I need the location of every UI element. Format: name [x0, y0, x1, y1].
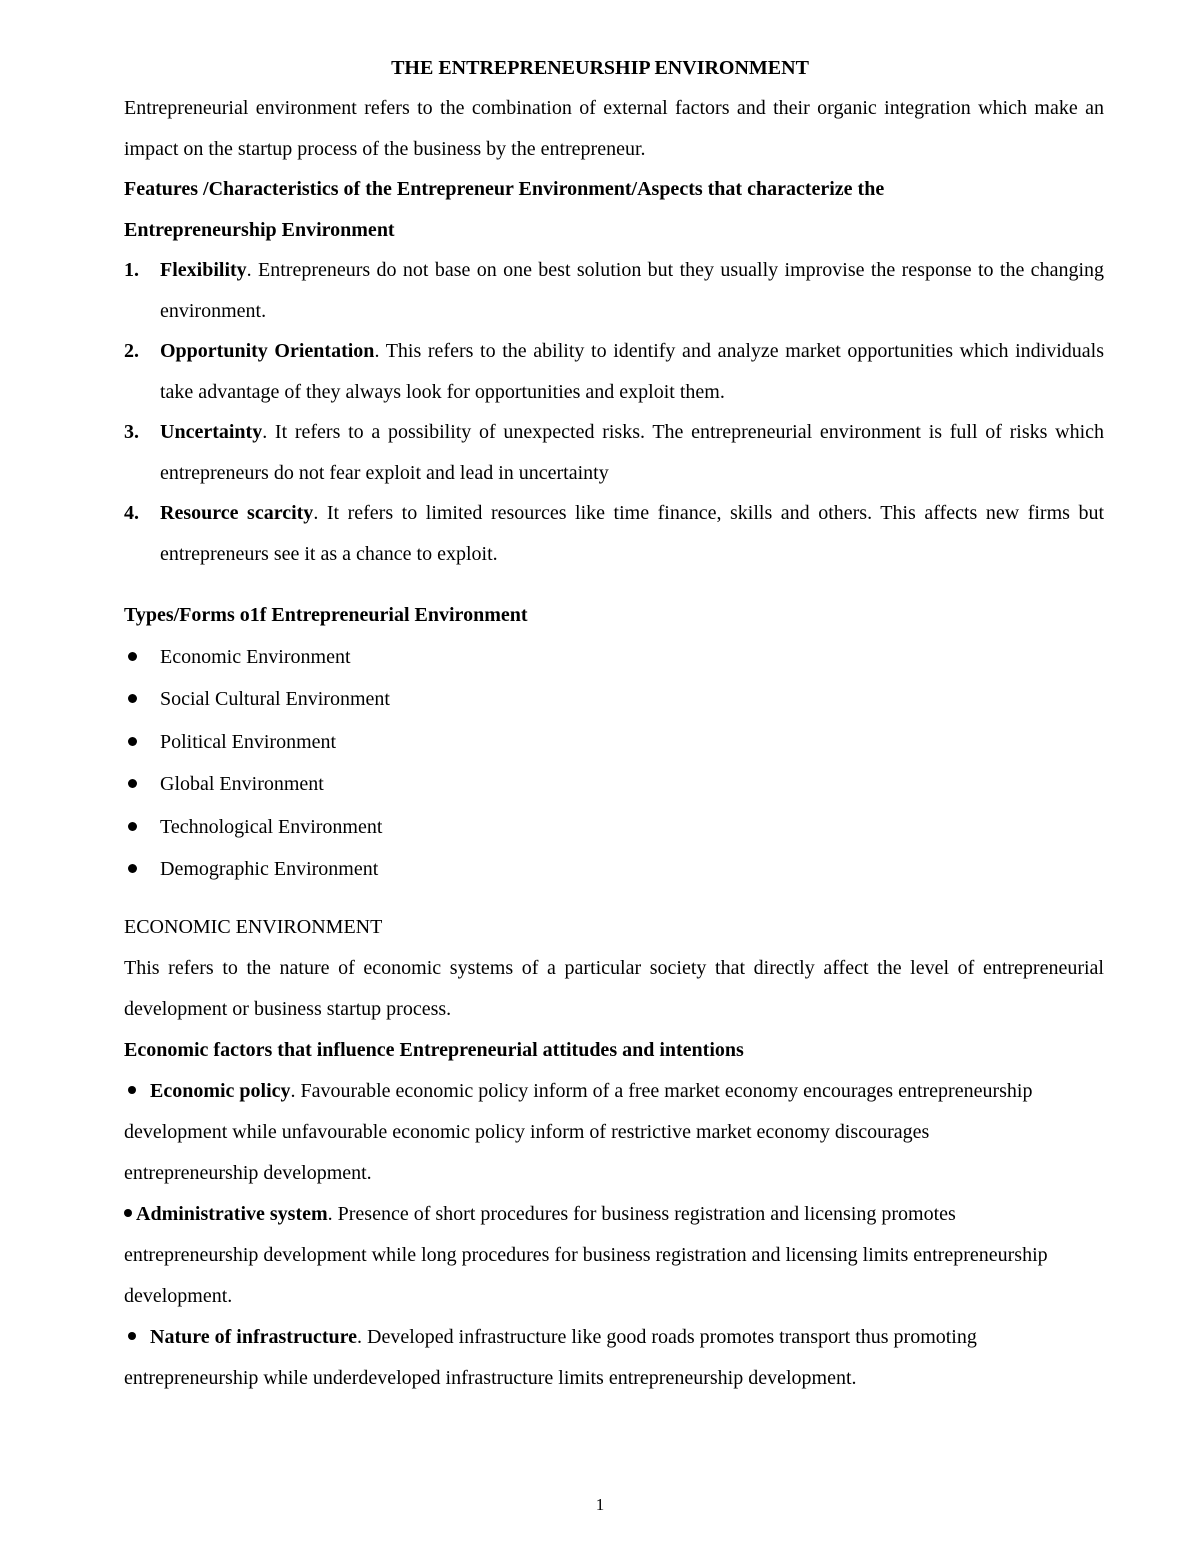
- economic-intro: This refers to the nature of economic systems of a particular society that directly affect the level of entrepreneurial development or business startup process.: [124, 957, 1104, 1020]
- feature-term: Resource scarcity: [160, 502, 314, 524]
- feature-number: 3.: [124, 421, 139, 443]
- feature-term: Opportunity Orientation: [160, 340, 375, 362]
- feature-term: Flexibility: [160, 259, 247, 281]
- bullet-icon: [128, 864, 137, 873]
- types-heading: Types/Forms o1f Entrepreneurial Environment: [124, 604, 528, 626]
- list-item: Political Environment: [124, 721, 390, 763]
- feature-text: . It refers to limited resources like time finance, skills and others. This affects new firms but entrepreneurs see it as a chance to exploit.: [160, 502, 1105, 565]
- feature-item: [124, 412, 1104, 494]
- factor-term: Nature of infrastructure: [150, 1326, 357, 1348]
- feature-text: . Entrepreneurs do not base on one best solution but they usually improvise the response to the changing environment.: [160, 259, 1104, 322]
- list-item: Social Cultural Environment: [124, 678, 390, 720]
- list-item: Demographic Environment: [124, 848, 390, 890]
- feature-item: [124, 250, 1104, 332]
- bullet-icon: [128, 1086, 136, 1094]
- bullet-icon: [128, 652, 137, 661]
- feature-item: [124, 331, 1104, 413]
- list-item: Global Environment: [124, 763, 390, 805]
- types-list: [124, 636, 390, 890]
- document-title: THE ENTREPRENEURSHIP ENVIRONMENT: [391, 57, 809, 79]
- factor-text: . Developed infrastructure like good roads promotes transport thus promoting entrepreneurship while underdeveloped infrastructure limits entrepreneurship development.: [124, 1326, 977, 1389]
- list-item: Technological Environment: [124, 806, 390, 848]
- factor-item: [124, 1071, 1064, 1194]
- intro-paragraph: Entrepreneurial environment refers to the combination of external factors and their organic integration which make an impact on the startup process of the business by the entrepreneur.: [124, 97, 1104, 160]
- feature-number: 1.: [124, 259, 139, 281]
- feature-item: [124, 493, 1104, 575]
- bullet-icon: [124, 1209, 132, 1217]
- bullet-icon: [128, 737, 137, 746]
- factor-text: . Presence of short procedures for business registration and licensing promotes entrepreneurship development while long procedures for business registration and licensing limits entrepreneurship development.: [124, 1203, 1048, 1307]
- list-item: Economic Environment: [124, 636, 390, 678]
- factor-item: [124, 1317, 1104, 1399]
- factor-text: . Favourable economic policy inform of a free market economy encourages entrepreneurship development while unfavourable economic policy inform of restrictive market economy discourages entrepreneurship development.: [124, 1080, 1033, 1184]
- economic-heading: ECONOMIC ENVIRONMENT: [124, 916, 383, 938]
- bullet-icon: [128, 694, 137, 703]
- feature-term: Uncertainty: [160, 421, 263, 443]
- page-number: 1: [595, 1495, 605, 1514]
- factor-item: [124, 1194, 1089, 1317]
- feature-number: 4.: [124, 502, 139, 524]
- features-heading: Features /Characteristics of the Entrepreneur Environment/Aspects that characterize the Entrepreneurship Environment: [124, 178, 885, 241]
- feature-text: . It refers to a possibility of unexpected risks. The entrepreneurial environment is full of risks which entrepreneurs do not fear exploit and lead in uncertainty: [160, 421, 1104, 484]
- factor-term: Administrative system: [136, 1203, 328, 1225]
- bullet-icon: [128, 822, 137, 831]
- bullet-icon: [128, 779, 137, 788]
- feature-number: 2.: [124, 340, 139, 362]
- factor-term: Economic policy: [150, 1080, 291, 1102]
- factors-heading: Economic factors that influence Entrepreneurial attitudes and intentions: [124, 1039, 744, 1061]
- feature-text: . This refers to the ability to identify and analyze market opportunities which individuals take advantage of they always look for opportunities and exploit them.: [160, 340, 1104, 403]
- bullet-icon: [128, 1332, 136, 1340]
